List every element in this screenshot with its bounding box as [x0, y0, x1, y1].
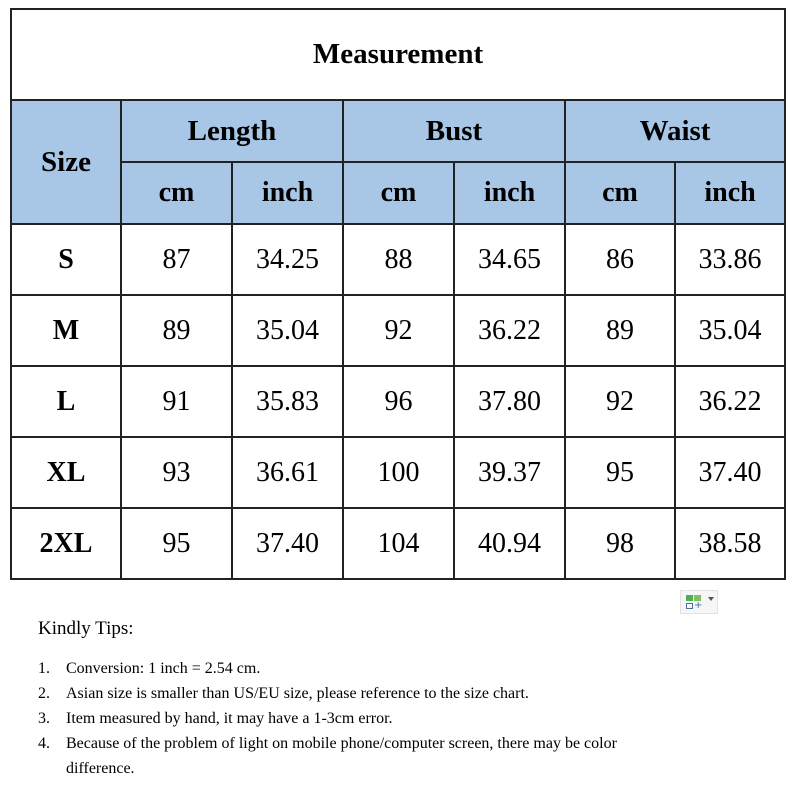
size-label: L — [11, 366, 121, 437]
size-header: Size — [11, 100, 121, 224]
tip-number: 4. — [38, 735, 50, 752]
waist-header: Waist — [565, 100, 785, 162]
table-row — [11, 437, 785, 508]
paste-options-icon[interactable]: + — [680, 590, 718, 614]
table-row — [11, 366, 785, 437]
tips-title: Kindly Tips: — [38, 618, 134, 639]
tip-number: 3. — [38, 710, 50, 727]
measurement-cell: 98 — [565, 508, 675, 579]
measurement-cell: 37.40 — [232, 508, 343, 579]
measurement-cell: 95 — [121, 508, 232, 579]
measurement-cell: 36.61 — [232, 437, 343, 508]
tip-number: 1. — [38, 660, 50, 677]
tip-item — [38, 731, 686, 781]
tips-section — [38, 618, 686, 781]
measurement-cell: 92 — [565, 366, 675, 437]
measurement-cell: 37.40 — [675, 437, 785, 508]
measurement-cell: 88 — [343, 224, 454, 295]
tips-list — [38, 656, 686, 781]
measurement-cell: 35.83 — [232, 366, 343, 437]
tip-item — [38, 681, 686, 706]
measurement-cell: 35.04 — [232, 295, 343, 366]
unit-header: cm — [343, 162, 454, 224]
table-row — [11, 224, 785, 295]
unit-header: inch — [454, 162, 565, 224]
tip-text: Because of the problem of light on mobile phone/computer screen, there may be color difference. — [66, 735, 617, 777]
tip-number: 2. — [38, 685, 50, 702]
measurement-cell: 96 — [343, 366, 454, 437]
measurement-cell: 86 — [565, 224, 675, 295]
measurement-cell: 89 — [121, 295, 232, 366]
unit-header: cm — [565, 162, 675, 224]
unit-header: cm — [121, 162, 232, 224]
measurement-cell: 92 — [343, 295, 454, 366]
measurement-cell: 36.22 — [675, 366, 785, 437]
measurement-cell: 34.25 — [232, 224, 343, 295]
tip-item — [38, 706, 686, 731]
tip-text: Asian size is smaller than US/EU size, please reference to the size chart. — [66, 685, 529, 702]
length-header: Length — [121, 100, 343, 162]
size-label: XL — [11, 437, 121, 508]
measurement-cell: 34.65 — [454, 224, 565, 295]
measurement-cell: 39.37 — [454, 437, 565, 508]
tip-item — [38, 656, 686, 681]
measurement-cell: 91 — [121, 366, 232, 437]
measurement-table — [10, 8, 786, 580]
bust-header: Bust — [343, 100, 565, 162]
measurement-cell: 37.80 — [454, 366, 565, 437]
measurement-cell: 35.04 — [675, 295, 785, 366]
table-row — [11, 508, 785, 579]
measurement-cell: 87 — [121, 224, 232, 295]
measurement-cell: 36.22 — [454, 295, 565, 366]
measurement-cell: 95 — [565, 437, 675, 508]
chevron-down-icon — [708, 597, 714, 601]
measurement-cell: 104 — [343, 508, 454, 579]
table-row — [11, 295, 785, 366]
size-chart — [10, 8, 784, 580]
tip-text: Conversion: 1 inch = 2.54 cm. — [66, 660, 261, 677]
unit-header: inch — [232, 162, 343, 224]
tip-text: Item measured by hand, it may have a 1-3cm error. — [66, 710, 393, 727]
measurement-cell: 100 — [343, 437, 454, 508]
size-label: M — [11, 295, 121, 366]
unit-header: inch — [675, 162, 785, 224]
size-label: 2XL — [11, 508, 121, 579]
measurement-cell: 89 — [565, 295, 675, 366]
measurement-cell: 33.86 — [675, 224, 785, 295]
measurement-cell: 93 — [121, 437, 232, 508]
size-label: S — [11, 224, 121, 295]
table-title: Measurement — [11, 9, 785, 100]
measurement-cell: 40.94 — [454, 508, 565, 579]
measurement-cell: 38.58 — [675, 508, 785, 579]
